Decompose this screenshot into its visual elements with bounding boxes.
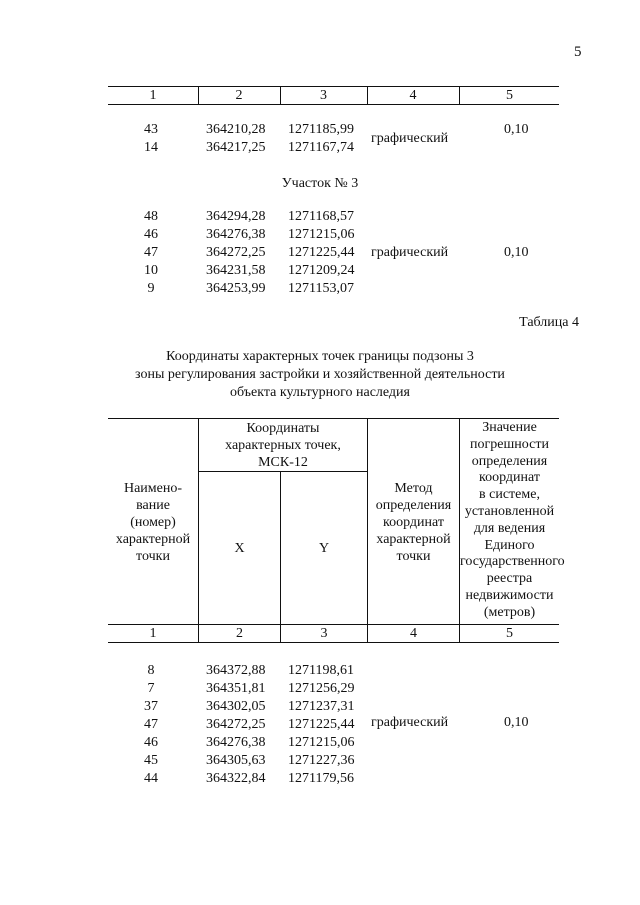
point-number: 45 xyxy=(144,753,158,768)
point-number: 8 xyxy=(147,663,155,678)
coord-x: 364217,25 xyxy=(206,140,266,155)
header-method: Метод определения координат характерной точки xyxy=(375,481,452,564)
error-value: 0,10 xyxy=(504,715,529,730)
coord-y: 1271153,07 xyxy=(288,281,354,296)
header-col-2: 2 xyxy=(235,88,243,103)
header-num-1: 1 xyxy=(149,626,157,641)
coord-y: 1271237,31 xyxy=(288,699,355,714)
header-coordinates-group: Координаты характерных точек, МСК-12 xyxy=(225,421,341,470)
header-col-3: 3 xyxy=(320,88,327,103)
coord-x: 364210,28 xyxy=(206,122,266,137)
coord-y: 1271209,24 xyxy=(288,263,355,278)
header-col-4: 4 xyxy=(409,88,417,103)
coord-y: 1271256,29 xyxy=(288,681,355,696)
coord-x: 364372,88 xyxy=(206,663,266,678)
point-number: 7 xyxy=(147,681,155,696)
coord-x: 364272,25 xyxy=(206,245,266,260)
method-text: графический xyxy=(371,715,449,730)
coord-y: 1271179,56 xyxy=(288,771,354,786)
coord-x: 364272,25 xyxy=(206,717,266,732)
point-number: 48 xyxy=(144,209,158,224)
header-num-3: 3 xyxy=(320,626,328,641)
point-number: 9 xyxy=(147,281,155,296)
coord-y: 1271198,61 xyxy=(288,663,354,678)
point-number: 47 xyxy=(144,245,158,260)
table-title-line-3: объекта культурного наследия xyxy=(230,385,410,400)
coord-y: 1271185,99 xyxy=(288,122,354,137)
coord-x: 364305,63 xyxy=(206,753,266,768)
continuation-header xyxy=(108,86,559,105)
coord-y: 1271225,44 xyxy=(288,717,355,732)
header-num-2: 2 xyxy=(236,626,243,641)
header-col-1: 1 xyxy=(149,88,157,103)
point-number: 37 xyxy=(144,699,158,714)
coord-x: 364276,38 xyxy=(206,227,266,242)
point-number: 14 xyxy=(144,140,158,155)
point-number: 46 xyxy=(144,735,158,750)
error-value: 0,10 xyxy=(504,122,529,137)
header-point-name: Наимено- вание (номер) характерной точки xyxy=(115,481,191,564)
table-title-line-1: Координаты характерных точек границы подзоны 3 xyxy=(166,349,474,364)
coord-y: 1271167,74 xyxy=(288,140,354,155)
coord-y: 1271225,44 xyxy=(288,245,355,260)
coord-x: 364253,99 xyxy=(206,281,266,296)
coordinates-table-header xyxy=(108,418,565,643)
header-error: Значение погрешности определения координат в системе, установленной для ведения Единого государственного реестра недвижимости (метров) xyxy=(460,420,565,620)
section-title: Участок № 3 xyxy=(281,176,359,191)
coord-x: 364231,58 xyxy=(206,263,266,278)
table-divider xyxy=(198,471,368,472)
coord-y: 1271215,06 xyxy=(288,735,355,750)
error-value: 0,10 xyxy=(504,245,529,260)
coord-y: 1271215,06 xyxy=(288,227,355,242)
coord-x: 364302,05 xyxy=(206,699,266,714)
table-label: Таблица 4 xyxy=(519,315,579,330)
point-number: 47 xyxy=(144,717,158,732)
coord-x: 364351,81 xyxy=(206,681,266,696)
method-text: графический xyxy=(371,245,449,260)
table-title-line-2: зоны регулирования застройки и хозяйственной деятельности xyxy=(135,367,505,382)
header-x: X xyxy=(234,541,245,556)
header-col-5: 5 xyxy=(506,88,513,103)
coord-x: 364294,28 xyxy=(206,209,266,224)
coord-y: 1271168,57 xyxy=(288,209,354,224)
coord-y: 1271227,36 xyxy=(288,753,355,768)
coord-x: 364322,84 xyxy=(206,771,266,786)
method-text: графический xyxy=(371,131,449,146)
page-number: 5 xyxy=(574,44,582,60)
header-num-5: 5 xyxy=(506,626,513,641)
point-number: 46 xyxy=(144,227,158,242)
point-number: 10 xyxy=(144,263,158,278)
coord-x: 364276,38 xyxy=(206,735,266,750)
header-y: Y xyxy=(318,541,330,556)
point-number: 44 xyxy=(144,771,158,786)
header-num-4: 4 xyxy=(410,626,417,641)
point-number: 43 xyxy=(144,122,158,137)
